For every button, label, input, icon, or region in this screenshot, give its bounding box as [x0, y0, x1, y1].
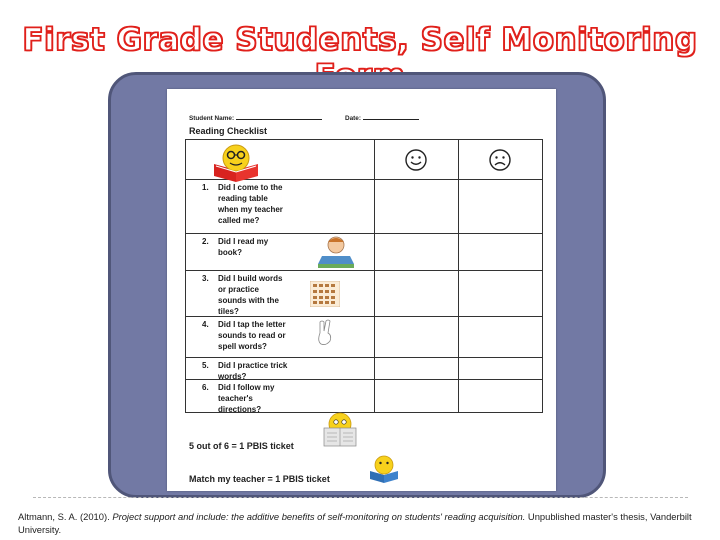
question-text: Did I follow my teacher's directions? [218, 383, 275, 414]
reward-text-2: Match my teacher = 1 PBIS ticket [189, 474, 330, 484]
question-text: Did I build words or practice sounds with the tiles? [218, 274, 283, 316]
sad-checkbox-cell[interactable] [458, 180, 542, 234]
question-text: Did I read my book? [218, 237, 269, 257]
question-number: 6. [202, 383, 209, 392]
happy-checkbox-cell[interactable] [374, 271, 458, 317]
checklist-title: Reading Checklist [189, 126, 268, 136]
happy-checkbox-cell[interactable] [374, 180, 458, 234]
table-row [186, 317, 543, 358]
header-cell-sad [458, 140, 542, 180]
question-number: 2. [202, 237, 209, 246]
dashed-divider [33, 497, 688, 498]
question-number: 4. [202, 320, 209, 329]
question-cell [186, 317, 375, 358]
citation [18, 510, 698, 536]
question-number: 5. [202, 361, 209, 370]
sad-checkbox-cell[interactable] [458, 317, 542, 358]
sad-face-icon [488, 148, 512, 172]
sad-checkbox-cell[interactable] [458, 234, 542, 271]
smiley-book-clipart-icon [367, 454, 401, 484]
date-field [345, 113, 419, 122]
child-reading-clipart-icon [314, 234, 358, 270]
table-row [186, 180, 543, 234]
table-row [186, 380, 543, 413]
student-name-label: Student Name: [189, 115, 235, 122]
date-label: Date: [345, 115, 361, 122]
checklist-sheet [167, 89, 556, 491]
header-cell-questions [186, 140, 375, 180]
tapping-hand-icon [314, 319, 336, 347]
citation-authors: Altmann, S. A. (2010). [18, 511, 110, 522]
question-text: Did I practice trick words? [218, 361, 288, 381]
table-row [186, 358, 543, 380]
question-cell [186, 380, 375, 413]
table-row [186, 234, 543, 271]
happy-checkbox-cell[interactable] [374, 358, 458, 380]
header-row [186, 140, 543, 180]
smiley-newspaper-clipart-icon [320, 411, 360, 447]
question-cell [186, 180, 375, 234]
question-number: 1. [202, 183, 209, 192]
student-name-line [236, 113, 322, 120]
sad-checkbox-cell[interactable] [458, 380, 542, 413]
header-cell-happy [374, 140, 458, 180]
sad-checkbox-cell[interactable] [458, 358, 542, 380]
question-cell [186, 234, 375, 271]
question-number: 3. [202, 274, 209, 283]
citation-title: Project support and include: the additive benefits of self-monitoring on students' reading acquisition. [112, 511, 526, 522]
question-cell [186, 271, 375, 317]
happy-checkbox-cell[interactable] [374, 234, 458, 271]
reading-smiley-clipart-icon [210, 142, 264, 182]
student-name-field [189, 113, 322, 122]
question-text: Did I come to the reading table when my teacher called me? [218, 183, 283, 225]
checklist-table [185, 139, 543, 413]
letter-tiles-icon [310, 281, 340, 307]
question-cell [186, 358, 375, 380]
table-row [186, 271, 543, 317]
slide-title: First Grade Students, Self Monitoring [22, 22, 698, 58]
date-line [363, 113, 419, 120]
sad-checkbox-cell[interactable] [458, 271, 542, 317]
happy-checkbox-cell[interactable] [374, 317, 458, 358]
citation-rest: Unpublished master's thesis, Vanderbilt University. [18, 511, 692, 535]
reward-text-1: 5 out of 6 = 1 PBIS ticket [189, 441, 294, 451]
smiley-face-icon [404, 148, 428, 172]
question-text: Did I tap the letter sounds to read or spell words? [218, 320, 286, 351]
happy-checkbox-cell[interactable] [374, 380, 458, 413]
